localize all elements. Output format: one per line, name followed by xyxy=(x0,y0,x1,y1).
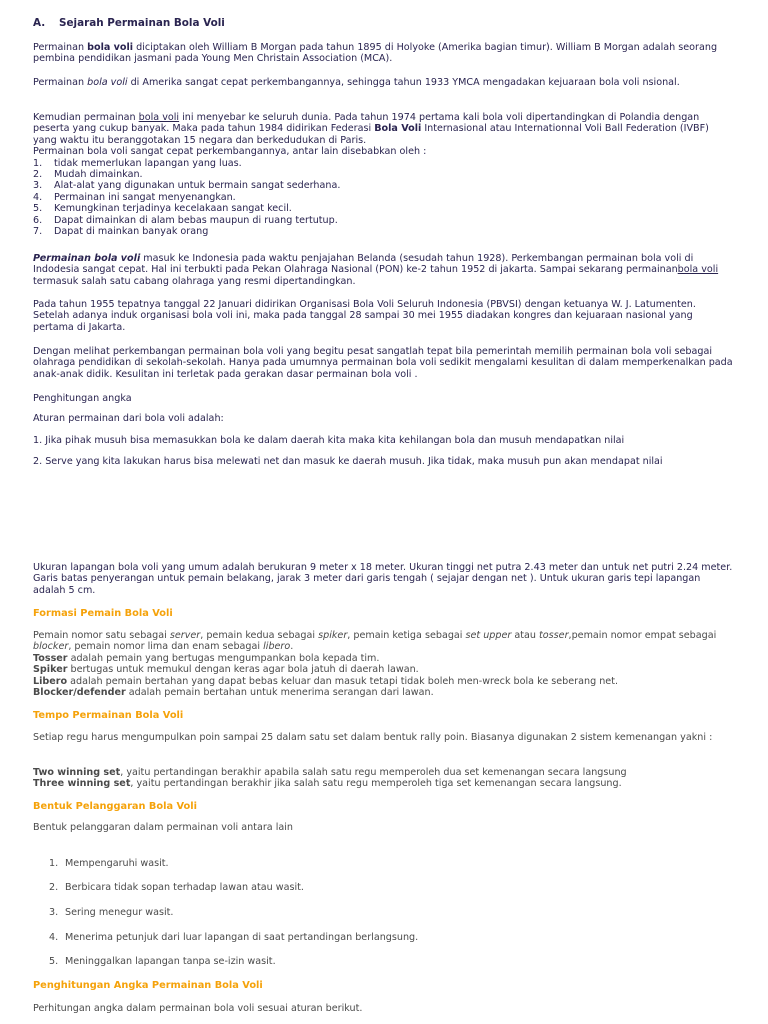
list-item: 1. tidak memerlukan lapangan yang luas. xyxy=(33,157,242,169)
paragraph-formasi: Pemain nomor satu sebagai server, pemain kedua sebagai spiker, pemain ketiga sebagai set upper atau tosser,pemain nomor empat sebagai blocker, pemain nomor lima dan enam sebagai libero. Tosser adalah pemain yang bertugas mengumpankan bola kepada tim. Spiker bertugas untuk memukul dengan keras agar bola jatuh di daerah lawan. Libero adalah pemain bertahan yang dapat bebas keluar dan masuk tetapi tidak boleh men-wreck bola ke seberang net. Blocker/defender adalah pemain bertahan untuk menerima serangan dari lawan. xyxy=(33,630,733,698)
paragraph-scoring-heading: Penghitungan angka xyxy=(33,393,132,404)
list-item: 2. Berbicara tidak sopan terhadap lawan atau wasit. xyxy=(49,882,304,893)
paragraph-penghitungan: Perhitungan angka dalam permainan bola voli sesuai aturan berikut. xyxy=(33,1003,363,1014)
heading-tempo: Tempo Permainan Bola Voli xyxy=(33,710,184,721)
heading-penghitungan: Penghitungan Angka Permainan Bola Voli xyxy=(33,980,263,991)
list-item: 3. Sering menegur wasit. xyxy=(49,907,174,918)
violations-list xyxy=(33,0,733,1024)
paragraph-origin: Permainan bola voli diciptakan oleh William B Morgan pada tahun 1895 di Holyoke (Amerika bagian timur). William B Morgan adalah seorang pembina pendidikan jasmani pada Young Men Christain Association (MCA). xyxy=(33,42,718,65)
heading-formasi: Formasi Pemain Bola Voli xyxy=(33,608,173,619)
paragraph-america: Permainan bola voli di Amerika sangat cepat perkembangannya, sehingga tahun 1933 YMCA mengadakan kejuaraan bola voli nsional. xyxy=(33,77,680,88)
list-item: 5. Kemungkinan terjadinya kecelakaan sangat kecil. xyxy=(33,203,292,215)
role-libero: Libero adalah pemain bertahan yang dapat bebas keluar dan masuk tetapi tidak boleh men-wreck bola ke seberang net. xyxy=(33,675,619,687)
list-intro: Permainan bola voli sangat cepat perkembangannya, antar lain disebabkan oleh : xyxy=(33,146,427,158)
list-item: 2. Mudah dimainkan. xyxy=(33,169,143,181)
link-bola-voli[interactable]: bola voli xyxy=(138,112,180,123)
list-item: 1. Mempengaruhi wasit. xyxy=(49,858,169,869)
paragraph-rules-intro: Aturan permainan dari bola voli adalah: xyxy=(33,413,224,424)
bold-italic-term: Permainan bola voli xyxy=(33,253,141,264)
list-item: 4. Menerima petunjuk dari luar lapangan di saat pertandingan berlangsung. xyxy=(49,932,419,943)
list-item: 4. Permainan ini sangat menyenangkan. xyxy=(33,191,236,203)
list-item: 5. Meninggalkan lapangan tanpa se-izin wasit. xyxy=(49,956,276,967)
paragraph-court-size: Ukuran lapangan bola voli yang umum adalah berukuran 9 meter x 18 meter. Ukuran tinggi net putra 2.43 meter dan untuk net putri 2.24 meter. Garis batas penyerangan untuk pemain belakang, jarak 3 meter dari garis tengah ( sejajar dengan net ). Untuk ukuran garis tepi lapangan adalah 5 cm. xyxy=(33,562,733,596)
list-item: 7. Dapat di mainkan banyak orang xyxy=(33,226,209,238)
role-spiker: Spiker bertugas untuk memukul dengan keras agar bola jatuh di daerah lawan. xyxy=(33,664,419,676)
list-item: 3. Alat-alat yang digunakan untuk bermain sangat sederhana. xyxy=(33,180,341,192)
section-title: Sejarah Permainan Bola Voli xyxy=(59,17,225,29)
paragraph-bentuk: Bentuk pelanggaran dalam permainan voli antara lain xyxy=(33,822,293,833)
link-bola-voli[interactable]: bola voli xyxy=(677,264,719,276)
paragraph-spread: Kemudian permainan bola voli ini menyebar ke seluruh dunia. Pada tahun 1974 pertama kali bola voli dipertandingkan di Polandia dengan peserta yang cukup banyak. Maka pada tahun 1984 didirikan Federasi Bola Voli Internasional atau Internationnal Voli Ball Federation (IVBF) yang waktu itu beranggotakan 15 negara dan berkedudukan di Paris. Permainan bola voli sangat cepat perkembangannya, antar lain disebabkan oleh : 1. tidak memerlukan lapangan yang luas. 2. Mudah dimainkan. 3. Alat-alat yang digunakan untuk bermain sangat sederhana. 4. Permainan ini sangat menyenangkan. 5. Kemungkinan terjadinya kecelakaan sangat kecil. 6. Dapat dimainkan di alam bebas maupun di ruang tertutup. 7. Dapat di mainkan banyak orang xyxy=(33,112,733,237)
bold-term: Bola Voli xyxy=(374,123,422,135)
paragraph-tempo: Setiap regu harus mengumpulkan poin sampai 25 dalam satu set dalam bentuk rally poin. Biasanya digunakan 2 sistem kemenangan yakni : xyxy=(33,732,713,743)
paragraph-indonesia: Permainan bola voli masuk ke Indonesia pada waktu penjajahan Belanda (sesudah tahun 1928). Perkembangan permainan bola voli di Indodesia sangat cepat. Hal ini terbukti pada Pekan Olahraga Nasional (PON) ke-2 tahun 1952 di jakarta. Sampai sekarang permainanbola voli termasuk salah satu cabang olahraga yang resmi dipertandingkan. xyxy=(33,253,719,287)
role-tosser: Tosser adalah pemain yang bertugas mengumpankan bola kepada tim. xyxy=(33,652,380,664)
bold-term: bola voli xyxy=(87,42,134,53)
win-two-set: Two winning set, yaitu pertandingan berakhir apabila salah satu regu memperoleh dua set kemenangan secara langsung xyxy=(33,767,627,778)
role-blocker: Blocker/defender adalah pemain bertahan untuk menerima serangan dari lawan. xyxy=(33,687,434,699)
list-item: 6. Dapat dimainkan di alam bebas maupun di ruang tertutup. xyxy=(33,214,338,226)
paragraph-pbvsi: Pada tahun 1955 tepatnya tanggal 22 Januari didirikan Organisasi Bola Voli Seluruh Indonesia (PBVSI) dengan ketuanya W. J. Latumenten. Setelah adanya induk organisasi bola voli ini, maka pada tanggal 28 sampai 30 mei 1955 diadakan kongres dan kejuaraan nasional yang pertama di Jakarta. xyxy=(33,299,696,333)
paragraph-rule-1: 1. Jika pihak musuh bisa memasukkan bola ke dalam daerah kita maka kita kehilangan bola dan musuh mendapatkan nilai xyxy=(33,435,625,446)
paragraph-rule-2: 2. Serve yang kita lakukan harus bisa melewati net dan masuk ke daerah musuh. Jika tidak, maka musuh pun akan mendapat nilai xyxy=(33,456,663,467)
italic-term: bola voli xyxy=(87,77,128,88)
win-three-set: Three winning set, yaitu pertandingan berakhir jika salah satu regu memperoleh tiga set kemenangan secara langsung. xyxy=(33,778,622,790)
section-number: A. xyxy=(33,17,46,29)
paragraph-education: Dengan melihat perkembangan permainan bola voli yang begitu pesat sangatlah tepat bila pemerintah memilih permainan bola voli sebagai olahraga pendidikan di sekolah-sekolah. Hanya pada umumnya permainan bola voli sedikit mengalami kesulitan di dalam memperkenalkan pada anak-anak didik. Kesulitan ini terletak pada gerakan dasar permainan bola voli . xyxy=(33,346,733,380)
heading-bentuk: Bentuk Pelanggaran Bola Voli xyxy=(33,801,197,812)
